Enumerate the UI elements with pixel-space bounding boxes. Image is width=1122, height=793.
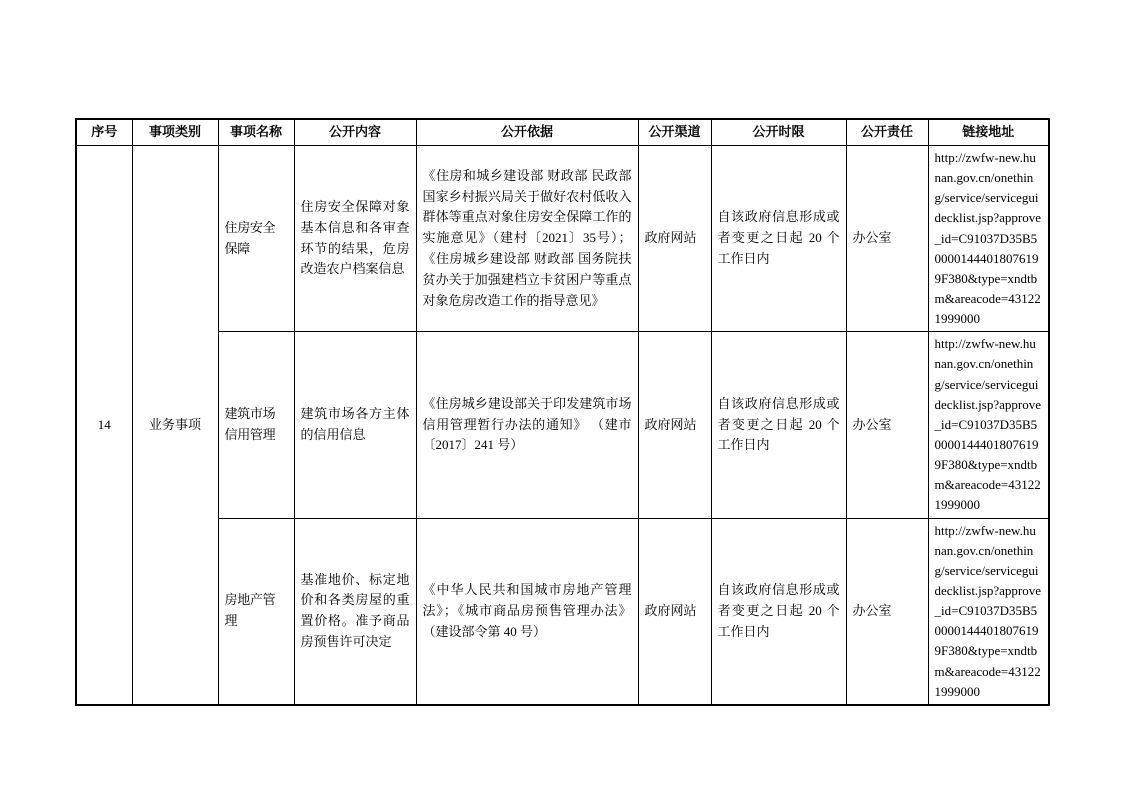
- header-content: 公开内容: [294, 119, 416, 146]
- header-time-limit: 公开时限: [711, 119, 846, 146]
- cell-responsibility: 办公室: [846, 518, 928, 705]
- table-row: [76, 518, 1049, 705]
- cell-time-limit: 自该政府信息形成或者变更之日起 20 个工作日内: [711, 146, 846, 332]
- cell-content: 建筑市场各方主体的信用信息: [294, 332, 416, 518]
- cell-item-name: 住房安全保障: [218, 146, 294, 332]
- header-link: 链接地址: [928, 119, 1049, 146]
- header-serial: 序号: [76, 119, 132, 146]
- header-responsibility: 公开责任: [846, 119, 928, 146]
- cell-time-limit: 自该政府信息形成或者变更之日起 20 个工作日内: [711, 518, 846, 705]
- cell-content: 基准地价、标定地价和各类房屋的重置价格。准予商品房预售许可决定: [294, 518, 416, 705]
- cell-link: http://zwfw-new.hunan.gov.cn/onething/service/serviceguidecklist.jsp?approve_id=C91037D35B500001444018076199F380&type=xndtbm&areacode=431221999000: [928, 146, 1049, 332]
- disclosure-table: [75, 118, 1050, 706]
- cell-serial: 14: [76, 146, 132, 705]
- header-basis: 公开依据: [416, 119, 638, 146]
- cell-basis: 《住房城乡建设部关于印发建筑市场信用管理暂行办法的通知》 （建市〔2017〕241 号）: [416, 332, 638, 518]
- cell-time-limit: 自该政府信息形成或者变更之日起 20 个工作日内: [711, 332, 846, 518]
- cell-content: 住房安全保障对象基本信息和各审查环节的结果，危房改造农户档案信息: [294, 146, 416, 332]
- cell-responsibility: 办公室: [846, 146, 928, 332]
- cell-channel: 政府网站: [638, 332, 711, 518]
- header-item-name: 事项名称: [218, 119, 294, 146]
- cell-basis: 《住房和城乡建设部 财政部 民政部 国家乡村振兴局关于做好农村低收入群体等重点对象住房安全保障工作的实施意见》（建村〔2021〕35号）；《住房城乡建设部 财政部 国务院扶贫办关于加强建档立卡贫困户等重点对象危房改造工作的指导意见》: [416, 146, 638, 332]
- cell-item-name: 房地产管理: [218, 518, 294, 705]
- cell-item-name: 建筑市场信用管理: [218, 332, 294, 518]
- header-channel: 公开渠道: [638, 119, 711, 146]
- cell-responsibility: 办公室: [846, 332, 928, 518]
- cell-link: http://zwfw-new.hunan.gov.cn/onething/service/serviceguidecklist.jsp?approve_id=C91037D35B500001444018076199F380&type=xndtbm&areacode=431221999000: [928, 332, 1049, 518]
- cell-link: http://zwfw-new.hunan.gov.cn/onething/service/serviceguidecklist.jsp?approve_id=C91037D35B500001444018076199F380&type=xndtbm&areacode=431221999000: [928, 518, 1049, 705]
- table-row: [76, 146, 1049, 332]
- header-category: 事项类别: [132, 119, 218, 146]
- cell-category: 业务事项: [132, 146, 218, 705]
- table-row: [76, 332, 1049, 518]
- cell-channel: 政府网站: [638, 518, 711, 705]
- cell-channel: 政府网站: [638, 146, 711, 332]
- header-row: [76, 119, 1049, 146]
- cell-basis: 《中华人民共和国城市房地产管理法》；《城市商品房预售管理办法》（建设部令第 40 号）: [416, 518, 638, 705]
